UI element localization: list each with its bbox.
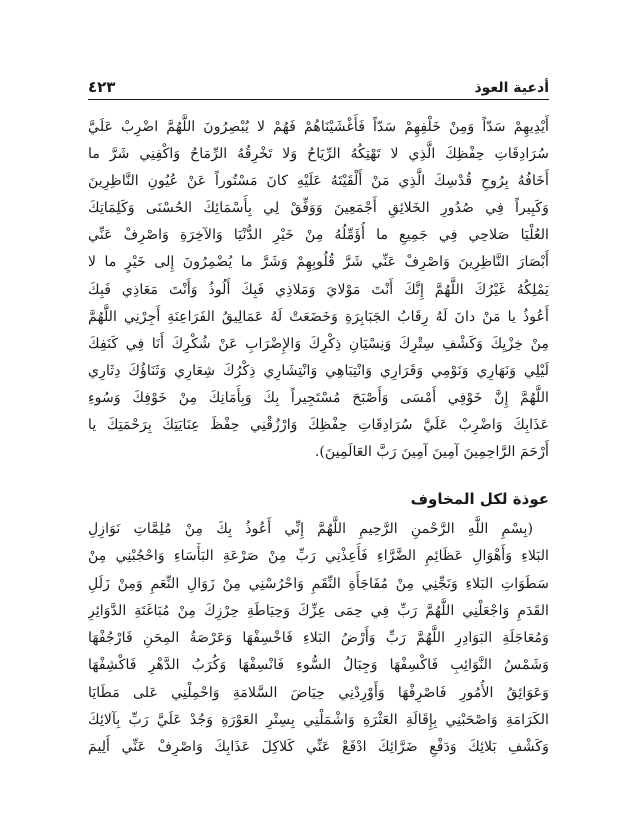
- page-header: [88, 70, 549, 96]
- text-line: العُلْيَا صَلاحِي فِي جَمِيعِ ما أُؤَمِّلُهُ مِنْ خَيْرِ الدُّنْيَا وَالآخِرَةِ وَاصْرِفْ عَنِّي: [88, 227, 549, 244]
- text-line: البَلاءِ وَأَهْوَالِ عَظَائِمِ الضَّرَّاءِ فَأَعِذْنِي رَبِّ مِنْ صَرْعَةِ البَأْسَاءِ وَاحْجُبْنِي مِنْ: [88, 548, 549, 565]
- text-line: مِنْ خِزْيِكَ وَكَشْفِ سِتْرِكَ وَنِسْيَانِ ذِكْرِكَ وَالإِضْرَابِ عَنْ شُكْرِكَ أَنَا فِي كَنَفِكَ: [88, 335, 549, 352]
- text-line: وَكَشْفِ بَلائِكَ وَدَفْعِ ضَرَّائِكَ ادْفَعْ عَنِّي كَلاكِلَ عَذَابِكَ وَاصْرِفْ عَنِّي أَلِيمَ: [88, 739, 549, 756]
- body-paragraph: [88, 114, 549, 466]
- text-line: لَيْلِي وَنَهَارِي وَنَوْمِي وَقَرَارِي وَانْتِبَاهِي وَانْتِشَارِي ذِكْرُكَ شِعَارِي وَثَنَاؤُكَ دِثَارِي: [88, 362, 549, 379]
- header-rule: [88, 99, 549, 100]
- text-line: أَخَافُهُ بِرُوحِ قُدْسِكَ الَّذِي مَنْ أَلْقَيْتَهُ عَلَيْهِ كانَ مَسْتُوراً عَنْ عُيُونِ النَّاظِرِينَ: [88, 173, 549, 190]
- text-line: سَطَوَاتِ البَلاءِ وَنَجِّنِي مِنْ مُفَاجَأَةِ النِّقَمِ وَاحْرُسْنِي مِنْ زَوَالِ النِّعَمِ وَمِنْ زَلَلِ: [88, 575, 549, 592]
- text-line: أَرْحَمَ الرَّاحِمِينَ آمِينَ آمِينَ رَبَّ العَالَمِينَ).: [314, 444, 549, 461]
- text-line: وَعَوَائِقُ الأُمُورِ فَاصْرِفْهَا وَأَوْرِدْنِي حِيَاضَ السَّلامَةِ وَاحْمِلْنِي عَلى مَطَايَا: [88, 684, 549, 701]
- page-number: ٤٢٣: [88, 78, 116, 96]
- section-paragraph: [88, 516, 549, 762]
- text-line: وَمُعَاجَلَةِ البَوَادِرِ اللَّهُمَّ رَبِّ وَأَرْضُ البَلاءِ فَاخْسِفْهَا وَعَرْصَةُ المِحَنِ فَارْجُفْهَا: [88, 630, 549, 647]
- text-line: اللَّهُمَّ إِنَّ خَوْفِي أَمْسَى وَأَصْبَحَ مُسْتَجِيراً بِكَ وَبِأَمَانِكَ مِنْ خَوْفِكَ وَسُوءِ: [88, 389, 549, 406]
- running-title: أدعية العوذ: [474, 80, 549, 96]
- text-line: أَعُوذُ يا مَنْ دانَ لَهُ رِقَابُ الجَبَابِرَةِ وَخَضَعَتْ لَهُ عَمَالِيقُ الفَرَاعِنَةِ أَجِرْنِي اللَّهُمَّ: [88, 308, 549, 325]
- section-heading: عوذة لكل المخاوف: [410, 490, 549, 508]
- text-line: يَمْلِكُهُ غَيْرُكَ اللَّهُمَّ إِنَّكَ أَنْتَ مَوْلايَ وَمَلاذِي فَبِكَ أَلُوذُ وَأَنْتَ مَعَاذِي فَبِكَ: [88, 281, 549, 298]
- text-line: وَشَمْسُ النَّوَائِبِ فَاكْسِفْهَا وَجِبَالُ السُّوءِ فَانْسِفْهَا وَكُرَبُ الدَّهْرِ فَاكْشِفْهَا: [88, 657, 549, 674]
- text-line: سُرَادِقَاتِ حِفْظِكَ الَّذِي لا تَهْتِكُهُ الرِّيَاحُ وَلا تَخْرِقُهُ الرِّمَاحُ وَاكْفِنِي شَرَّ ما: [88, 146, 549, 163]
- text-line: أَيْدِيهِمْ سَدّاً وَمِنْ خَلْفِهِمْ سَدّاً فَأَغْشَيْنَاهُمْ فَهُمْ لا يُبْصِرُونَ اللَّهُمَّ اضْرِبْ عَلَيَّ: [88, 119, 549, 135]
- text-line: عَذَابِكَ وَاضْرِبْ عَلَيَّ سُرَادِقَاتِ حِفْظِكَ وَارْزُقْنِي حِفْظَ عِنَايَتِكَ بِرَحْمَتِكَ يا: [88, 417, 549, 434]
- text-line: أَبْصَارَ النَّاظِرِينَ وَاصْرِفْ عَنِّي شَرَّ قُلُوبِهِمْ وَشَرَّ ما يُضْمِرُونَ إِلى خَيْرٍ ما لا: [88, 254, 549, 271]
- text-line: القَدَمِ وَاجْعَلْنِي اللَّهُمَّ رَبِّ فِي حِمَى عِزِّكَ وَحِيَاطَةِ حِرْزِكَ مِنْ مُبَاغَتَةِ الدَّوَائِرِ: [88, 602, 549, 619]
- text-line: الكَرَامَةِ وَاصْحَبْنِي بِإِقَالَةِ العَثْرَةِ وَاشْمَلْنِي بِسِتْرِ العَوْرَةِ وَجُدْ عَلَيَّ رَبِّ بِآلائِكَ: [88, 712, 549, 729]
- text-line: وَكَبِيراً فِي صُدُورِ الخَلائِقِ أَجْمَعِينَ وَوَفِّقْ لِي بِأَسْمَائِكَ الحُسْنَى وَكَلِمَاتِكَ: [88, 200, 549, 217]
- text-line: (بِسْمِ اللَّهِ الرَّحْمنِ الرَّحِيمِ اللَّهُمَّ إِنِّي أَعُوذُ بِكَ مِنْ مُلِمَّاتِ نَوَازِلِ: [88, 521, 533, 537]
